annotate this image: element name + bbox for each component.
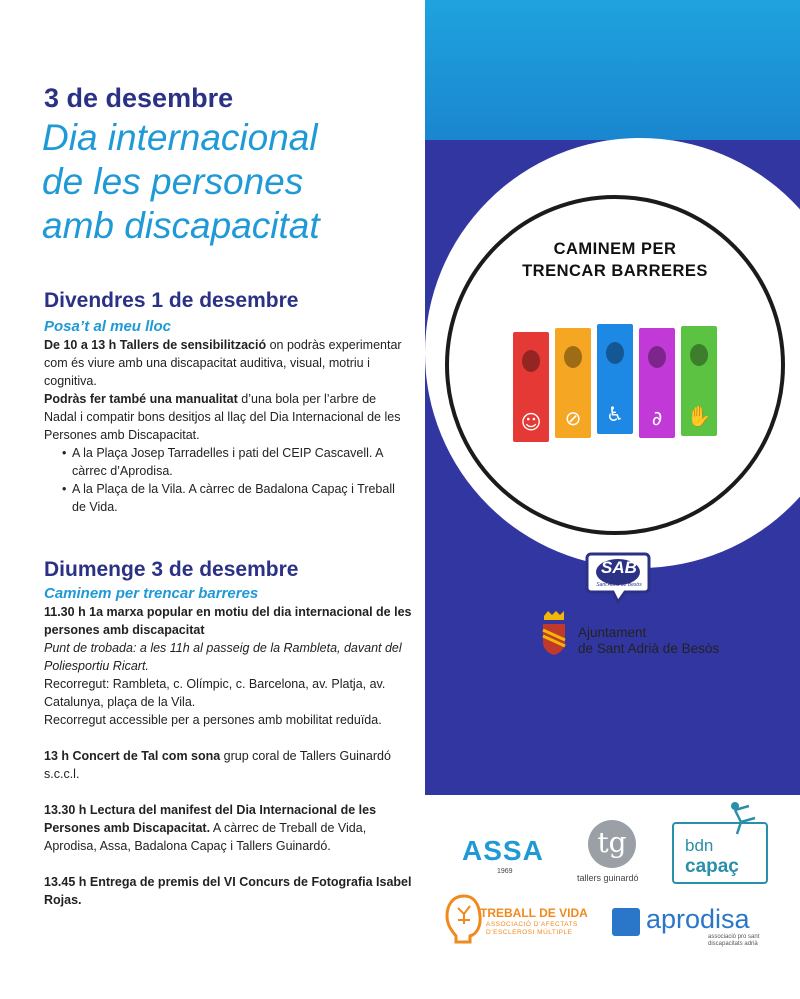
route-access-text: Recorregut accessible per a persones amb mobilitat reduïda. (44, 713, 382, 727)
march-title (44, 603, 412, 639)
prizes-bold: 13.45 h Entrega de premis del VI Concurs de Fotografia Isabel Rojas. (44, 875, 412, 907)
bar-hearing (639, 328, 675, 438)
concert-text (44, 747, 412, 783)
coat-of-arms-icon (540, 610, 568, 656)
stick-figure-icon (725, 800, 769, 836)
aprodisa-logo: aprodisa (646, 904, 750, 934)
tg-logo-text: tg (597, 826, 627, 859)
assa-logo: ASSA (462, 835, 544, 866)
treball-sub-2: D’ESCLEROSI MÚLTIPLE (486, 929, 573, 936)
sunday-subheading: Caminem per trencar barreres (44, 585, 259, 602)
disability-bars (513, 322, 723, 447)
friday-paragraph-1 (44, 336, 412, 390)
blue-top-strip (425, 0, 800, 140)
aprodisa-sub-1: associació pro sant (708, 934, 760, 940)
manifest-rest: A càrrec de Treball de Vida, Aprodisa, Assa, Badalona Capaç i Tallers Guinardó. (44, 821, 367, 853)
treball-sub-1: ASSOCIACIÓ D’AFECTATS (486, 921, 578, 928)
prizes-text (44, 873, 412, 909)
brain-icon: ☺ (520, 410, 542, 434)
aprodisa-square-icon (612, 908, 640, 936)
list-item: • A la Plaça de la Vila. A càrrec de Badalona Capaç i Treball de Vida. (62, 480, 412, 516)
bar-motor (597, 324, 633, 434)
ajuntament-line-2: de Sant Adrià de Besòs (578, 641, 720, 656)
treball-de-vida-name: TREBALL DE VIDA (480, 906, 588, 920)
friday-body (44, 336, 412, 516)
sunday-body (44, 603, 412, 909)
capac-text: capaç (685, 856, 739, 877)
friday-p2-rest: d’una bola per l’arbre de Nadal i compatir bons desitjos al llaç del Dia Internacional de les Persones amb Discapacitat. (44, 392, 401, 442)
concert-bold: 13 h Concert de Tal com sona (44, 749, 221, 763)
meeting-point (44, 639, 412, 675)
friday-paragraph-2 (44, 390, 412, 444)
ear-slash-icon: ∂ (651, 406, 663, 430)
bar-sign (681, 326, 717, 436)
bar-visual (555, 328, 591, 438)
title-line-2: de les persones (42, 161, 304, 202)
treball-de-vida-head-icon (444, 892, 484, 944)
friday-heading: Divendres 1 de desembre (44, 289, 299, 312)
badge-title (495, 238, 735, 282)
list-item: • A la Plaça Josep Tarradelles i pati del CEIP Cascavell. A càrrec d’Aprodisa. (62, 444, 412, 480)
tg-name: tallers guinardó (577, 873, 639, 883)
title-line-3: amb discapacitat (42, 205, 320, 246)
badge-line-1: CAMINEM PER (553, 240, 677, 258)
wheelchair-icon: ♿ (606, 402, 624, 426)
friday-p1-rest: on podràs experimentar com és viure amb una discapacitat auditiva, visual, motriu i cognitiva. (44, 338, 402, 388)
ajuntament-line-1: Ajuntament (578, 625, 647, 640)
concert-rest: grup coral de Tallers Guinardó s.c.c.l. (44, 749, 391, 781)
aprodisa-sub-2: discapacitats adrià (708, 941, 758, 947)
route-text: Recorregut: Rambleta, c. Olímpic, c. Barcelona, av. Platja, av. Catalunya, plaça de la Vila. (44, 677, 386, 709)
date-heading: 3 de desembre (44, 83, 234, 113)
ajuntament-name (578, 625, 719, 657)
meeting-italic: Punt de trobada: a les 11h al passeig de la Rambleta, davant del Poliesportiu Ricart. (44, 641, 402, 673)
eye-slash-icon: ⊘ (564, 406, 582, 430)
friday-p2-bold: Podràs fer també una manualitat (44, 392, 238, 406)
friday-p1-bold: De 10 a 13 h Tallers de sensibilització (44, 338, 267, 352)
march-bold: 11.30 h 1a marxa popular en motiu del dia internacional de les persones amb discapacitat (44, 605, 412, 637)
main-title (42, 116, 412, 248)
friday-location-list (44, 444, 412, 516)
title-line-1: Dia internacional (42, 117, 318, 158)
manifest-text (44, 801, 412, 855)
sunday-heading: Diumenge 3 de desembre (44, 558, 299, 581)
bar-cognitive (513, 332, 549, 442)
badge-line-2: TRENCAR BARRERES (522, 262, 708, 280)
assa-year: 1969 (497, 868, 513, 875)
sab-tagline: Sant Adrià de Besòs (596, 582, 642, 588)
bdn-text: bdn (685, 836, 714, 855)
friday-subheading: Posa’t al meu lloc (44, 318, 171, 335)
sab-logo-text: SAB (601, 558, 637, 577)
manifest-bold: 13.30 h Lectura del manifest del Dia Internacional de les Persones amb Discapacitat. (44, 803, 377, 835)
sign-language-icon: ✋ (686, 404, 712, 428)
